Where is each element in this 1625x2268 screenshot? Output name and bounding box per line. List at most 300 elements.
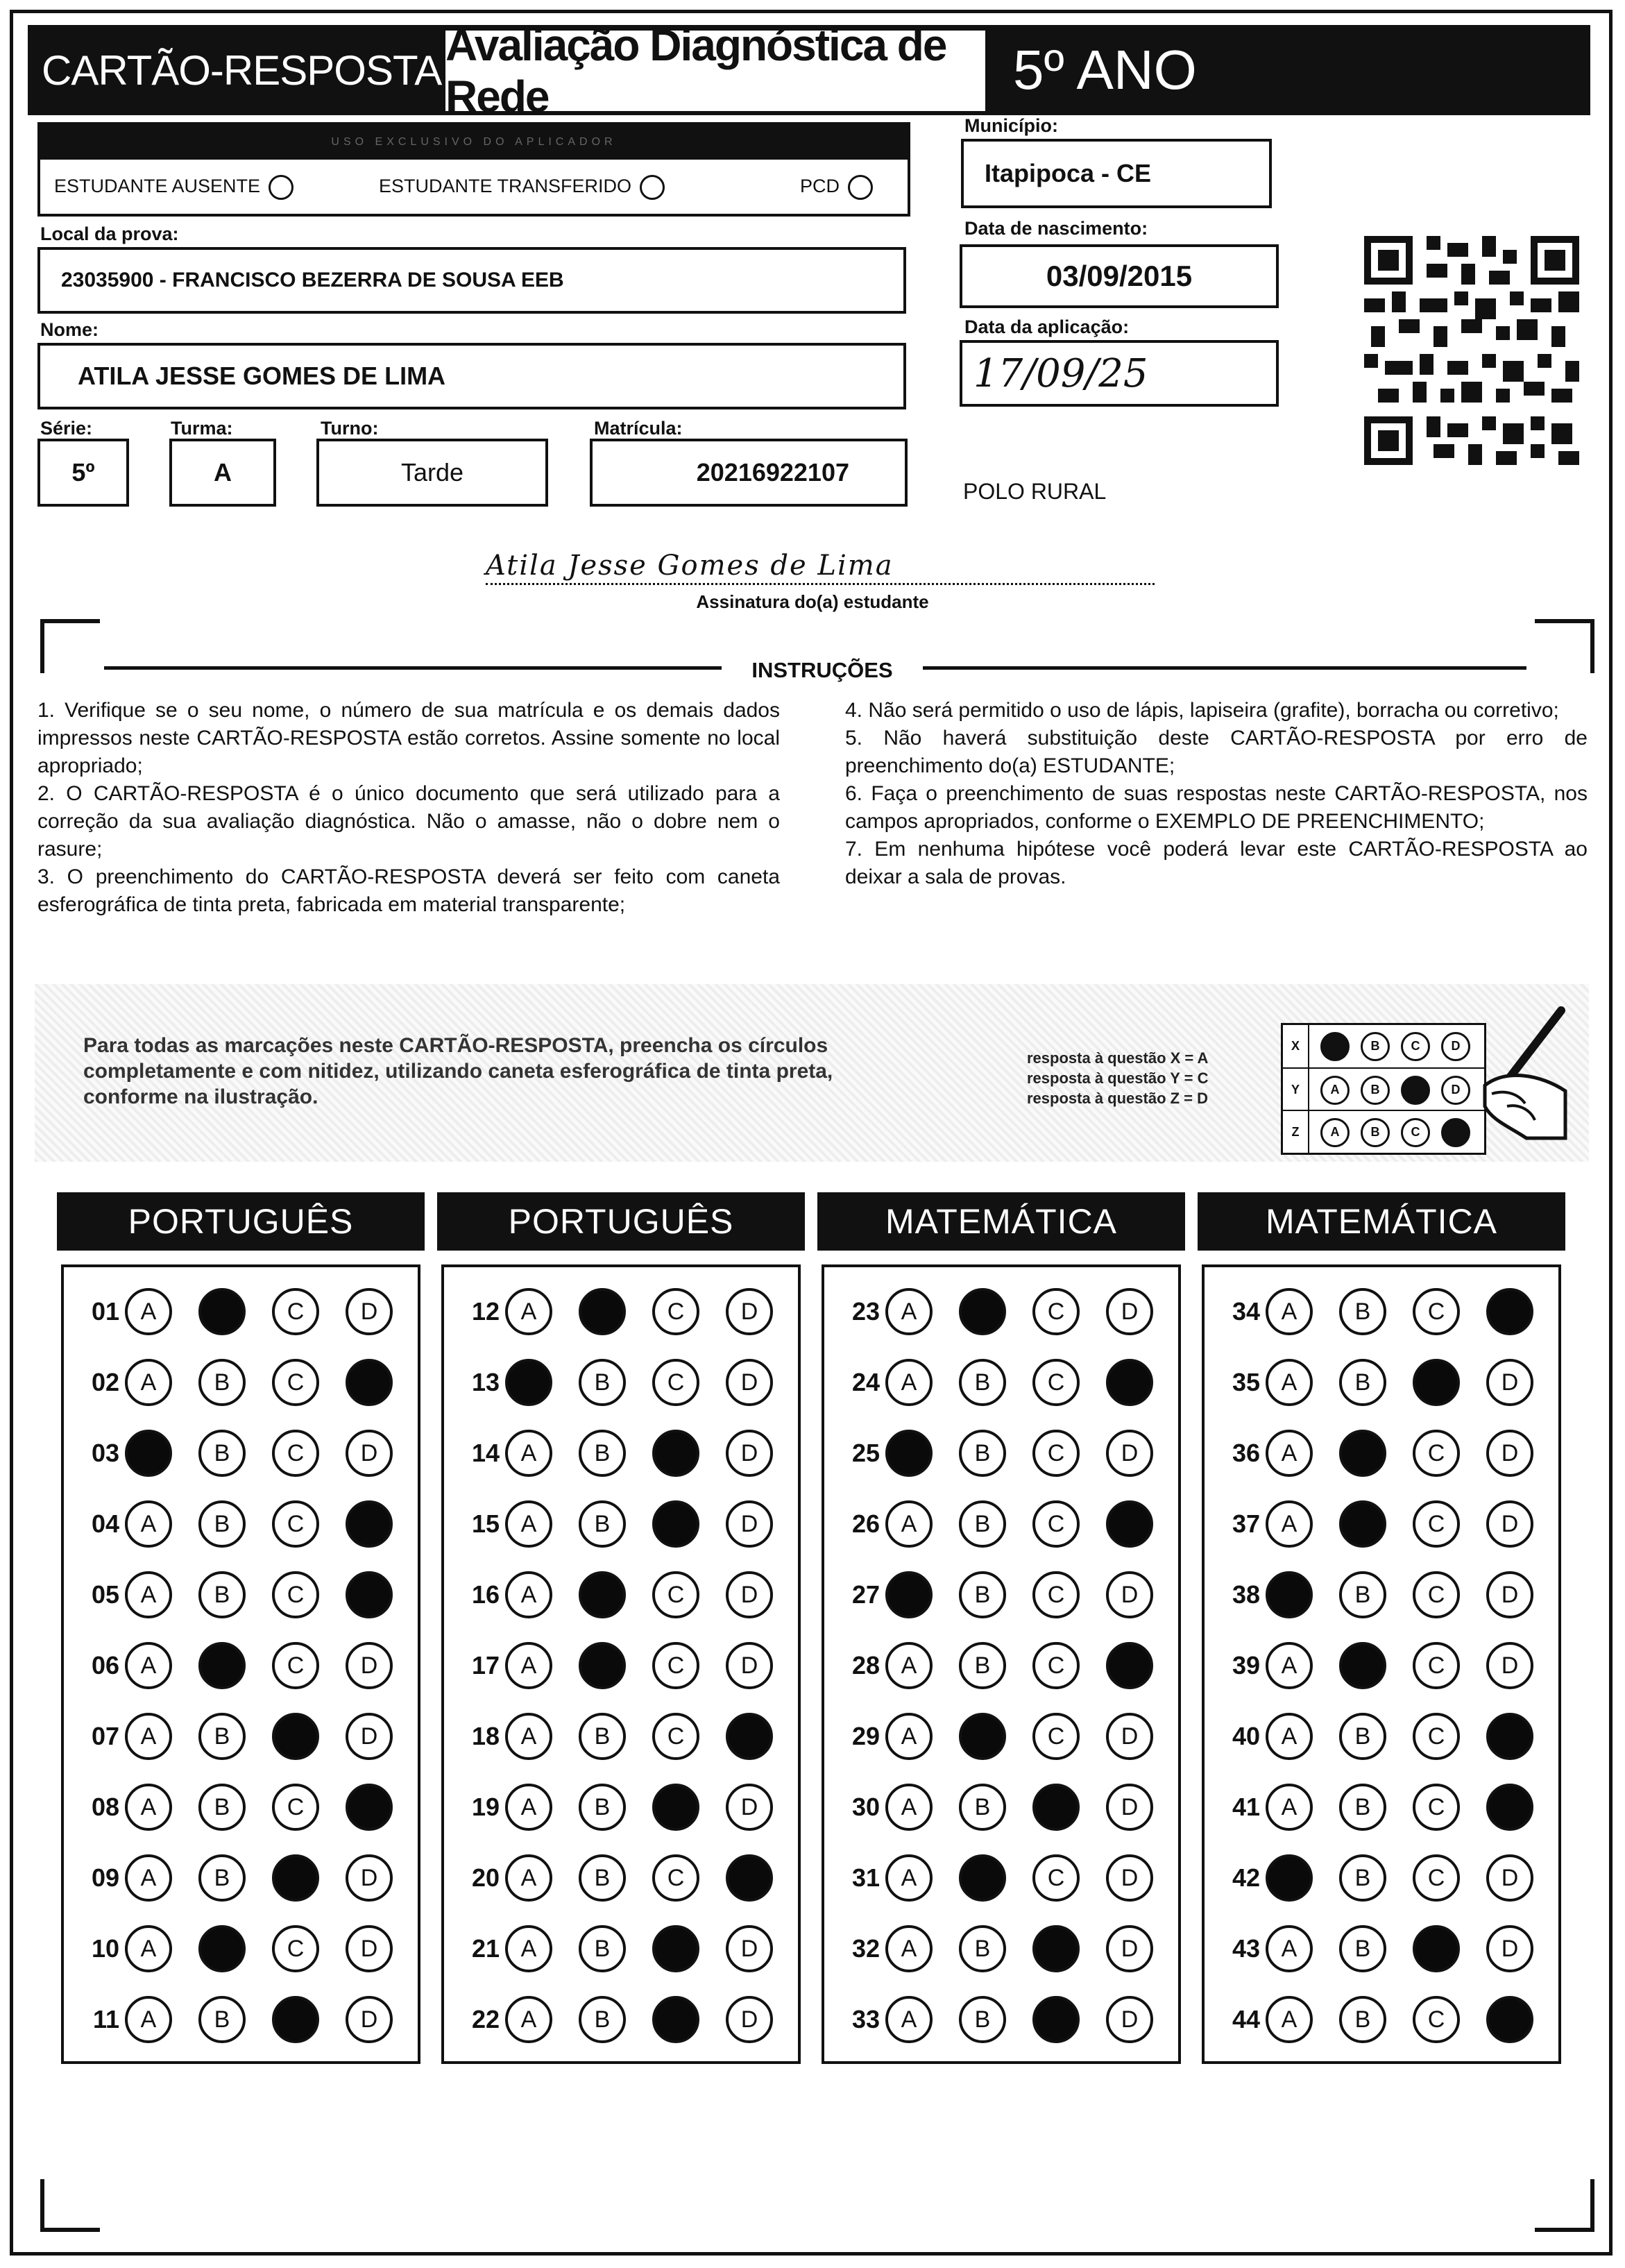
question-number: 37 <box>1232 1509 1260 1538</box>
answer-bubble-b[interactable]: B <box>579 1854 626 1902</box>
answer-bubble-b[interactable]: B <box>1339 1996 1386 2043</box>
instruction-item: 3. O preenchimento do CARTÃO-RESPOSTA deverá ser feito com caneta esferográfica de tinta preta, fabricada em material transparente; <box>37 865 780 916</box>
example-bubble-a: A <box>1320 1032 1350 1061</box>
answer-bubble-d[interactable]: D <box>346 1854 393 1902</box>
answer-bubble-a[interactable]: A <box>125 1784 172 1831</box>
absent-option[interactable] <box>54 175 293 200</box>
answer-bubble-a[interactable]: A <box>505 1854 552 1902</box>
answer-bubble-a[interactable]: A <box>1266 1854 1313 1902</box>
answer-bubble-c[interactable]: C <box>652 1713 699 1760</box>
question-number: 07 <box>91 1722 119 1750</box>
answer-bubble-a[interactable]: A <box>1266 1288 1313 1335</box>
question-row <box>75 1288 419 1335</box>
answer-bubble-b[interactable]: B <box>1339 1925 1386 1972</box>
answer-bubble-d[interactable]: D <box>346 1500 393 1548</box>
answer-bubble-d[interactable]: D <box>726 1359 773 1406</box>
turno-value: Tarde <box>400 458 464 486</box>
question-number: 36 <box>1232 1439 1260 1467</box>
question-row <box>835 1500 1180 1548</box>
question-row <box>455 1359 799 1406</box>
answer-bubble-d[interactable]: D <box>726 1642 773 1689</box>
answer-bubble-d[interactable]: D <box>1486 1500 1533 1548</box>
instruction-item: 4. Não será permitido o uso de lápis, lapiseira (grafite), borracha ou corretivo; <box>845 699 1559 722</box>
answer-bubble-c[interactable]: C <box>272 1430 319 1477</box>
answer-bubble-d[interactable]: D <box>726 1854 773 1902</box>
answer-bubble-a[interactable]: A <box>505 1925 552 1972</box>
example-row-label: X <box>1283 1025 1309 1067</box>
answer-bubble-d[interactable]: D <box>1106 1854 1153 1902</box>
answer-bubble-d[interactable]: D <box>346 1571 393 1618</box>
answer-bubble-a[interactable]: A <box>505 1430 552 1477</box>
example-text: Para todas as marcações neste CARTÃO-RESPOSTA, preencha os círculos completamente e com nitidez, utilizando caneta esferográfica de tinta preta, conforme na ilustração. <box>83 1034 833 1108</box>
answer-bubble-b[interactable]: B <box>959 1784 1006 1831</box>
local-value: 23035900 - FRANCISCO BEZERRA DE SOUSA EEB <box>61 269 564 291</box>
answer-bubble-c[interactable]: C <box>1032 1288 1080 1335</box>
question-row <box>455 1925 799 1972</box>
answer-bubble-b[interactable]: B <box>198 1430 246 1477</box>
answer-bubble-c[interactable]: C <box>272 1359 319 1406</box>
answer-bubble-c[interactable]: C <box>1413 1288 1460 1335</box>
answer-bubble-a[interactable]: A <box>1266 1571 1313 1618</box>
answer-bubble-d[interactable]: D <box>1486 1359 1533 1406</box>
question-row <box>455 1784 799 1831</box>
answer-bubble-d[interactable]: D <box>1486 1288 1533 1335</box>
answer-bubble-b[interactable]: B <box>959 1713 1006 1760</box>
pcd-radio[interactable] <box>848 175 873 200</box>
answer-bubble-a[interactable]: A <box>125 1642 172 1689</box>
answer-bubble-a[interactable]: A <box>885 1359 933 1406</box>
question-number: 34 <box>1232 1297 1260 1326</box>
question-row <box>835 1430 1180 1477</box>
answer-bubble-b[interactable]: B <box>1339 1500 1386 1548</box>
divider <box>923 666 1526 670</box>
example-bubble-d: D <box>1441 1076 1470 1105</box>
answer-bubble-d[interactable]: D <box>1486 1571 1533 1618</box>
question-number: 42 <box>1232 1863 1260 1892</box>
question-row <box>75 1784 419 1831</box>
answer-bubble-a[interactable]: A <box>505 1784 552 1831</box>
answer-bubble-b[interactable]: B <box>959 1359 1006 1406</box>
question-row <box>455 1713 799 1760</box>
question-number: 32 <box>851 1934 880 1963</box>
nome-field <box>37 343 906 409</box>
answer-bubble-a[interactable]: A <box>885 1571 933 1618</box>
question-number: 25 <box>851 1439 880 1467</box>
answer-bubble-a[interactable]: A <box>885 1500 933 1548</box>
question-row <box>1216 1996 1560 2043</box>
question-row <box>835 1571 1180 1618</box>
question-row <box>835 1784 1180 1831</box>
question-number: 17 <box>471 1651 500 1679</box>
serie-label: Série: <box>40 418 93 439</box>
answer-bubble-b[interactable]: B <box>579 1288 626 1335</box>
answer-bubble-c[interactable]: C <box>272 1996 319 2043</box>
answer-bubble-d[interactable]: D <box>726 1996 773 2043</box>
question-row <box>835 1713 1180 1760</box>
answer-bubble-b[interactable]: B <box>198 1854 246 1902</box>
answer-bubble-a[interactable]: A <box>885 1784 933 1831</box>
answer-bubble-a[interactable]: A <box>505 1500 552 1548</box>
answer-bubble-b[interactable]: B <box>579 1571 626 1618</box>
answer-bubble-c[interactable]: C <box>272 1854 319 1902</box>
question-row <box>1216 1854 1560 1902</box>
question-row <box>455 1288 799 1335</box>
answer-bubble-c[interactable]: C <box>272 1500 319 1548</box>
question-number: 28 <box>851 1651 880 1679</box>
answer-bubble-c[interactable]: C <box>1413 1854 1460 1902</box>
question-row <box>1216 1359 1560 1406</box>
absent-radio[interactable] <box>269 175 293 200</box>
answer-bubble-a[interactable]: A <box>505 1571 552 1618</box>
answer-bubble-a[interactable]: A <box>1266 1996 1313 2043</box>
answer-bubble-c[interactable]: C <box>1032 1996 1080 2043</box>
question-number: 15 <box>471 1509 500 1538</box>
question-number: 35 <box>1232 1368 1260 1396</box>
answer-bubble-d[interactable]: D <box>1486 1925 1533 1972</box>
answer-bubble-b[interactable]: B <box>198 1925 246 1972</box>
municipio-value: Itapipoca - CE <box>985 159 1152 187</box>
answer-bubble-d[interactable]: D <box>346 1996 393 2043</box>
answer-bubble-c[interactable]: C <box>1032 1854 1080 1902</box>
answer-bubble-d[interactable]: D <box>1486 1642 1533 1689</box>
answer-bubble-a[interactable]: A <box>1266 1359 1313 1406</box>
answer-bubble-a[interactable]: A <box>505 1996 552 2043</box>
answer-bubble-d[interactable]: D <box>346 1925 393 1972</box>
answer-bubble-a[interactable]: A <box>885 1996 933 2043</box>
transferred-label: ESTUDANTE TRANSFERIDO <box>379 176 632 197</box>
answer-bubble-a[interactable]: A <box>125 1996 172 2043</box>
answer-bubble-b[interactable]: B <box>1339 1288 1386 1335</box>
answer-bubble-b[interactable]: B <box>959 1925 1006 1972</box>
question-number: 19 <box>471 1793 500 1821</box>
question-number: 26 <box>851 1509 880 1538</box>
question-number: 08 <box>91 1793 119 1821</box>
answer-bubble-b[interactable]: B <box>959 1642 1006 1689</box>
matricula-value: 20216922107 <box>696 458 849 486</box>
question-row <box>75 1430 419 1477</box>
answer-bubble-d[interactable]: D <box>1486 1784 1533 1831</box>
question-row <box>75 1500 419 1548</box>
answer-bubble-a[interactable]: A <box>125 1288 172 1335</box>
aplicacao-value: 17/09/25 <box>973 350 1148 396</box>
answer-bubble-a[interactable]: A <box>125 1430 172 1477</box>
question-number: 40 <box>1232 1722 1260 1750</box>
status-bar: USO EXCLUSIVO DO APLICADOR <box>40 125 908 160</box>
answer-bubble-a[interactable]: A <box>505 1288 552 1335</box>
answer-bubble-d[interactable]: D <box>346 1359 393 1406</box>
answer-bubble-d[interactable]: D <box>346 1430 393 1477</box>
question-number: 31 <box>851 1863 880 1892</box>
question-number: 41 <box>1232 1793 1260 1821</box>
answer-bubble-d[interactable]: D <box>1106 1571 1153 1618</box>
question-number: 22 <box>471 2005 500 2033</box>
answer-bubble-b[interactable]: B <box>959 1996 1006 2043</box>
question-row <box>455 1571 799 1618</box>
answer-bubble-d[interactable]: D <box>726 1784 773 1831</box>
answer-bubble-a[interactable]: A <box>1266 1430 1313 1477</box>
nascimento-field <box>960 244 1279 308</box>
serie-value: 5º <box>71 458 95 486</box>
answer-bubble-d[interactable]: D <box>726 1430 773 1477</box>
turma-field <box>169 439 276 507</box>
question-number: 05 <box>91 1580 119 1609</box>
answer-bubble-b[interactable]: B <box>198 1784 246 1831</box>
question-row <box>455 1854 799 1902</box>
answer-bubble-b[interactable]: B <box>198 1288 246 1335</box>
answer-bubble-c[interactable]: C <box>1032 1430 1080 1477</box>
question-number: 39 <box>1232 1651 1260 1679</box>
answer-bubble-c[interactable]: C <box>272 1713 319 1760</box>
answer-bubble-d[interactable]: D <box>1106 1925 1153 1972</box>
answer-bubble-b[interactable]: B <box>579 1642 626 1689</box>
answer-bubble-c[interactable]: C <box>652 1430 699 1477</box>
pcd-option[interactable] <box>800 175 873 200</box>
absent-label: ESTUDANTE AUSENTE <box>54 176 261 197</box>
nascimento-label: Data de nascimento: <box>964 218 1148 239</box>
corner-mark <box>1535 2179 1594 2232</box>
answer-bubble-c[interactable]: C <box>1413 1713 1460 1760</box>
question-number: 24 <box>851 1368 880 1396</box>
question-number: 20 <box>471 1863 500 1892</box>
question-number: 18 <box>471 1722 500 1750</box>
nome-value: ATILA JESSE GOMES DE LIMA <box>78 362 446 390</box>
question-row <box>75 1854 419 1902</box>
legend-item: resposta à questão X = A <box>1027 1049 1209 1067</box>
answer-bubble-b[interactable]: B <box>198 1642 246 1689</box>
example-legend <box>1027 1048 1208 1108</box>
answer-bubble-a[interactable]: A <box>885 1854 933 1902</box>
answer-bubble-a[interactable]: A <box>1266 1500 1313 1548</box>
signature-line[interactable] <box>486 550 1155 585</box>
answer-bubble-d[interactable]: D <box>1106 1996 1153 2043</box>
answer-bubble-a[interactable]: A <box>1266 1642 1313 1689</box>
polo-label: POLO RURAL <box>963 479 1107 504</box>
answer-bubble-d[interactable]: D <box>1106 1359 1153 1406</box>
answer-bubble-b[interactable]: B <box>1339 1430 1386 1477</box>
answer-bubble-b[interactable]: B <box>959 1288 1006 1335</box>
answer-bubble-c[interactable]: C <box>1032 1359 1080 1406</box>
turma-label: Turma: <box>171 418 233 439</box>
answer-bubble-c[interactable]: C <box>652 1996 699 2043</box>
answer-bubble-c[interactable]: C <box>1032 1571 1080 1618</box>
answer-bubble-b[interactable]: B <box>579 1430 626 1477</box>
answer-bubble-a[interactable]: A <box>885 1430 933 1477</box>
answer-bubble-a[interactable]: A <box>505 1359 552 1406</box>
answer-bubble-b[interactable]: B <box>959 1854 1006 1902</box>
answer-bubble-d[interactable]: D <box>1486 1713 1533 1760</box>
instruction-item: 2. O CARTÃO-RESPOSTA é o único documento que será utilizado para a correção da sua avaliação diagnóstica. Não o amasse, não o dobre nem o rasure; <box>37 782 780 861</box>
answer-bubble-b[interactable]: B <box>1339 1359 1386 1406</box>
answer-bubble-c[interactable]: C <box>1413 1571 1460 1618</box>
question-number: 09 <box>91 1863 119 1892</box>
question-row <box>1216 1571 1560 1618</box>
answer-bubble-a[interactable]: A <box>125 1713 172 1760</box>
answer-bubble-b[interactable]: B <box>579 1784 626 1831</box>
answer-bubble-c[interactable]: C <box>272 1571 319 1618</box>
answer-bubble-c[interactable]: C <box>272 1642 319 1689</box>
answer-bubble-b[interactable]: B <box>198 1713 246 1760</box>
question-row <box>835 1642 1180 1689</box>
answer-bubble-c[interactable]: C <box>652 1571 699 1618</box>
question-number: 23 <box>851 1297 880 1326</box>
answer-bubble-c[interactable]: C <box>652 1359 699 1406</box>
answer-bubble-c[interactable]: C <box>652 1500 699 1548</box>
subject-header: MATEMÁTICA <box>817 1192 1185 1251</box>
answer-bubble-d[interactable]: D <box>1106 1500 1153 1548</box>
answer-bubble-d[interactable]: D <box>1486 1430 1533 1477</box>
answer-bubble-c[interactable]: C <box>1032 1784 1080 1831</box>
answer-bubble-a[interactable]: A <box>505 1642 552 1689</box>
answer-bubble-c[interactable]: C <box>1032 1500 1080 1548</box>
local-field <box>37 247 906 314</box>
answer-bubble-c[interactable]: C <box>652 1288 699 1335</box>
answer-bubble-c[interactable]: C <box>1032 1642 1080 1689</box>
question-row <box>1216 1430 1560 1477</box>
question-number: 21 <box>471 1934 500 1963</box>
legend-item: resposta à questão Y = C <box>1027 1069 1209 1087</box>
answer-bubble-a[interactable]: A <box>885 1288 933 1335</box>
question-number: 10 <box>91 1934 119 1963</box>
answer-bubble-a[interactable]: A <box>125 1500 172 1548</box>
matricula-label: Matrícula: <box>594 418 683 439</box>
question-row <box>75 1925 419 1972</box>
answer-bubble-d[interactable]: D <box>1486 1854 1533 1902</box>
answer-bubble-d[interactable]: D <box>346 1642 393 1689</box>
qr-code-icon <box>1364 236 1579 465</box>
answer-bubble-a[interactable]: A <box>1266 1925 1313 1972</box>
answer-bubble-b[interactable]: B <box>1339 1713 1386 1760</box>
question-row <box>1216 1784 1560 1831</box>
local-label: Local da prova: <box>40 223 179 244</box>
answer-bubble-c[interactable]: C <box>1413 1996 1460 2043</box>
answer-bubble-a[interactable]: A <box>1266 1784 1313 1831</box>
answer-bubble-b[interactable]: B <box>198 1359 246 1406</box>
answer-bubble-c[interactable]: C <box>272 1784 319 1831</box>
answer-bubble-c[interactable]: C <box>1413 1430 1460 1477</box>
nome-label: Nome: <box>40 319 99 340</box>
answer-bubble-c[interactable]: C <box>1413 1359 1460 1406</box>
question-row <box>75 1713 419 1760</box>
subject-header: MATEMÁTICA <box>1198 1192 1565 1251</box>
page-title: Avaliação Diagnóstica de Rede <box>445 31 985 111</box>
answer-bubble-b[interactable]: B <box>959 1430 1006 1477</box>
answer-bubble-b[interactable]: B <box>959 1571 1006 1618</box>
answer-bubble-d[interactable]: D <box>1486 1996 1533 2043</box>
question-row <box>835 1925 1180 1972</box>
answer-bubble-b[interactable]: B <box>1339 1571 1386 1618</box>
answer-bubble-d[interactable]: D <box>1106 1713 1153 1760</box>
answer-bubble-b[interactable]: B <box>198 1996 246 2043</box>
answer-bubble-a[interactable]: A <box>505 1713 552 1760</box>
example-bubble-d: D <box>1441 1118 1470 1147</box>
answer-bubble-d[interactable]: D <box>1106 1642 1153 1689</box>
transferred-option[interactable] <box>379 175 665 200</box>
corner-mark <box>1535 619 1594 673</box>
answer-bubble-d[interactable]: D <box>346 1713 393 1760</box>
answer-bubble-c[interactable]: C <box>1413 1925 1460 1972</box>
answer-bubble-a[interactable]: A <box>125 1925 172 1972</box>
answer-bubble-b[interactable]: B <box>1339 1784 1386 1831</box>
answer-bubble-b[interactable]: B <box>198 1571 246 1618</box>
answer-bubble-b[interactable]: B <box>579 1359 626 1406</box>
answer-bubble-c[interactable]: C <box>272 1288 319 1335</box>
answer-bubble-c[interactable]: C <box>652 1925 699 1972</box>
answer-bubble-c[interactable]: C <box>652 1854 699 1902</box>
answer-bubble-d[interactable]: D <box>346 1288 393 1335</box>
question-row <box>75 1996 419 2043</box>
answer-bubble-a[interactable]: A <box>1266 1713 1313 1760</box>
answer-bubble-b[interactable]: B <box>579 1500 626 1548</box>
answer-bubble-d[interactable]: D <box>726 1925 773 1972</box>
signature-caption: Assinatura do(a) estudante <box>696 591 929 612</box>
answer-bubble-a[interactable]: A <box>885 1642 933 1689</box>
legend-item: resposta à questão Z = D <box>1027 1090 1209 1107</box>
status-box <box>37 122 910 217</box>
aplicacao-field[interactable] <box>960 340 1279 407</box>
question-number: 02 <box>91 1368 119 1396</box>
question-number: 04 <box>91 1509 119 1538</box>
answer-bubble-b[interactable]: B <box>198 1500 246 1548</box>
turno-label: Turno: <box>321 418 379 439</box>
answer-bubble-d[interactable]: D <box>726 1713 773 1760</box>
answer-bubble-a[interactable]: A <box>125 1571 172 1618</box>
answer-bubble-c[interactable]: C <box>272 1925 319 1972</box>
municipio-label: Município: <box>964 115 1058 136</box>
grade-label: 5º ANO <box>1013 39 1197 101</box>
answer-bubble-a[interactable]: A <box>125 1854 172 1902</box>
answer-bubble-c[interactable]: C <box>1032 1713 1080 1760</box>
answer-bubble-c[interactable]: C <box>1032 1925 1080 1972</box>
instructions-title: INSTRUÇÕES <box>751 658 893 682</box>
transferred-radio[interactable] <box>640 175 665 200</box>
answer-bubble-c[interactable]: C <box>1413 1642 1460 1689</box>
answer-bubble-a[interactable]: A <box>885 1713 933 1760</box>
answer-bubble-c[interactable]: C <box>1413 1784 1460 1831</box>
question-row <box>1216 1288 1560 1335</box>
answer-bubble-d[interactable]: D <box>1106 1288 1153 1335</box>
question-row <box>835 1854 1180 1902</box>
answer-bubble-b[interactable]: B <box>959 1500 1006 1548</box>
question-row <box>455 1642 799 1689</box>
answer-bubble-d[interactable]: D <box>1106 1430 1153 1477</box>
example-bubble-d: D <box>1441 1032 1470 1061</box>
answer-bubble-d[interactable]: D <box>726 1500 773 1548</box>
answer-bubble-b[interactable]: B <box>579 1713 626 1760</box>
answer-bubble-b[interactable]: B <box>579 1996 626 2043</box>
question-number: 43 <box>1232 1934 1260 1963</box>
answer-bubble-a[interactable]: A <box>885 1925 933 1972</box>
example-bubble-b: B <box>1361 1032 1390 1061</box>
answer-bubble-d[interactable]: D <box>726 1571 773 1618</box>
answer-bubble-c[interactable]: C <box>652 1784 699 1831</box>
answer-bubble-b[interactable]: B <box>1339 1854 1386 1902</box>
answer-bubble-d[interactable]: D <box>1106 1784 1153 1831</box>
answer-bubble-c[interactable]: C <box>652 1642 699 1689</box>
answer-bubble-d[interactable]: D <box>726 1288 773 1335</box>
instruction-item: 1. Verifique se o seu nome, o número de sua matrícula e os demais dados impressos neste CARTÃO-RESPOSTA estão corretos. Assine somente no local apropriado; <box>37 699 780 777</box>
question-number: 06 <box>91 1651 119 1679</box>
corner-mark <box>40 2179 100 2232</box>
answer-bubble-c[interactable]: C <box>1413 1500 1460 1548</box>
answer-bubble-a[interactable]: A <box>125 1359 172 1406</box>
answer-bubble-d[interactable]: D <box>346 1784 393 1831</box>
example-bubble-c: C <box>1401 1032 1430 1061</box>
answer-bubble-b[interactable]: B <box>579 1925 626 1972</box>
answer-bubble-b[interactable]: B <box>1339 1642 1386 1689</box>
example-bubble-c: C <box>1401 1076 1430 1105</box>
question-row <box>75 1642 419 1689</box>
question-row <box>1216 1925 1560 1972</box>
